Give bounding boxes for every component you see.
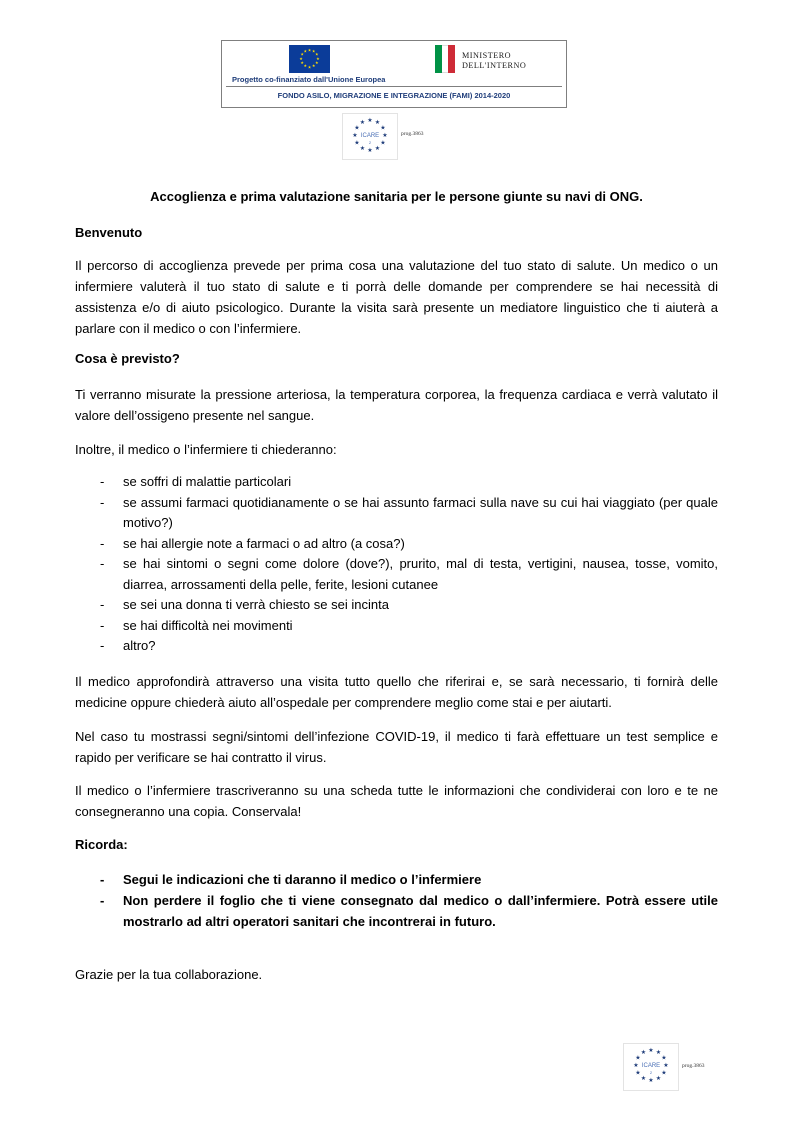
- followup-paragraph: Il medico approfondirà attraverso una visita tutto quello che riferirai e, se sarà necessario, ti fornirà delle medicine oppure chiederà aiuto all’ospedale per comprendere meglio come stai e per aiutarti.: [75, 674, 718, 710]
- covid-paragraph: Nel caso tu mostrassi segni/sintomi dell’infezione COVID-19, il medico ti farà effettuare un test semplice e rapido per verificare se hai contratto il virus.: [75, 729, 718, 765]
- svg-text:★: ★: [303, 63, 308, 69]
- ministry-line-2: DELL'INTERNO: [462, 60, 527, 70]
- prog-code: prog.3863: [401, 131, 424, 137]
- list-item-text: altro?: [123, 638, 156, 653]
- reminder-heading: Ricorda:: [75, 837, 128, 852]
- svg-text:★: ★: [635, 1069, 641, 1077]
- ministry-line-1: MINISTERO: [462, 51, 512, 60]
- measurements-paragraph: Ti verranno misurate la pressione arteriosa, la temperatura corporea, la frequenza cardiaca e verrà valutato il valore dell’ossigeno presente nel sangue.: [75, 387, 718, 423]
- closing-text: Grazie per la tua collaborazione.: [75, 967, 263, 982]
- list-item-text: se soffri di malattie particolari: [123, 474, 292, 489]
- expected-heading: Cosa è previsto?: [75, 351, 180, 366]
- svg-text:★: ★: [640, 1075, 647, 1082]
- svg-text:★: ★: [380, 124, 386, 132]
- bullet-dash: -: [100, 494, 105, 510]
- svg-text:★: ★: [307, 64, 312, 70]
- svg-text:★: ★: [367, 147, 373, 154]
- svg-text:★: ★: [352, 132, 358, 139]
- ministry-name: [462, 51, 526, 70]
- icare-logo-number: 2: [368, 140, 372, 145]
- bullet-dash: -: [100, 617, 105, 633]
- svg-text:★: ★: [300, 60, 304, 66]
- list-item: [75, 595, 718, 616]
- svg-text:★: ★: [661, 1054, 667, 1062]
- svg-text:★: ★: [380, 139, 386, 147]
- icare-logo-top: [342, 113, 434, 160]
- icare-logo-text: ICARE: [641, 1063, 661, 1069]
- svg-text:★: ★: [382, 132, 388, 139]
- prog-code: prog.3863: [682, 1063, 705, 1069]
- svg-text:★: ★: [655, 1049, 662, 1056]
- intro-paragraph: Il percorso di accoglienza prevede per prima cosa una valutazione del tuo stato di salute. Un medico o un infermiere valuterà il tuo stato di salute e ti porrà delle domande per comprendere se hai necessità di assistenza e/o di aiuto psicologico. Durante la visita sarà presente un mediatore linguistico che ti aiuterà a parlare con il medico o con l’infermiere.: [75, 258, 718, 336]
- list-item-text: se hai sintomi o segni come dolore (dove?), prurito, mal di testa, vertigini, nausea, tosse, vomito, diarrea, arrossamenti della pelle, ferite, lesioni cutanee: [123, 556, 718, 592]
- list-item: [75, 890, 718, 932]
- bullet-dash: -: [100, 893, 105, 908]
- svg-text:★: ★: [648, 1047, 654, 1054]
- fund-name: FONDO ASILO, MIGRAZIONE E INTEGRAZIONE (FAMI) 2014-2020: [277, 91, 511, 100]
- svg-text:★: ★: [315, 51, 319, 57]
- svg-text:★: ★: [374, 119, 381, 126]
- reminders-list: [75, 869, 718, 932]
- svg-text:★: ★: [299, 55, 303, 61]
- questions-intro: Inoltre, il medico o l’infermiere ti chiederanno:: [75, 442, 337, 457]
- svg-text:★: ★: [354, 139, 360, 147]
- list-item: [75, 869, 718, 890]
- svg-text:★: ★: [374, 145, 381, 152]
- icare-logo-bottom: [623, 1043, 719, 1091]
- svg-text:★: ★: [315, 60, 319, 66]
- svg-text:★: ★: [663, 1062, 669, 1069]
- svg-text:★: ★: [303, 48, 308, 54]
- list-item: [75, 636, 718, 657]
- svg-text:★: ★: [640, 1049, 647, 1056]
- eu-flag-icon: [289, 45, 330, 73]
- list-item: [75, 534, 718, 555]
- svg-text:★: ★: [367, 117, 373, 124]
- bullet-dash: -: [100, 597, 105, 612]
- svg-text:★: ★: [311, 63, 316, 69]
- banner-divider: [226, 86, 562, 87]
- svg-text:★: ★: [354, 124, 360, 132]
- bullet-dash: -: [100, 872, 105, 887]
- list-item: [75, 554, 718, 595]
- funding-banner: [221, 40, 567, 108]
- bullet-dash: -: [100, 638, 105, 653]
- list-item: [75, 472, 718, 493]
- list-item-text: se sei una donna ti verrà chiesto se sei incinta: [123, 597, 389, 612]
- svg-text:★: ★: [311, 48, 316, 54]
- icare-logo-number: 2: [649, 1070, 653, 1075]
- icare-logo-text: ICARE: [360, 133, 380, 139]
- list-item-text: se hai allergie note a farmaci o ad altro (a cosa?): [123, 535, 405, 551]
- svg-text:★: ★: [633, 1062, 639, 1069]
- svg-text:★: ★: [661, 1069, 667, 1077]
- list-item-text: se assumi farmaci quotidianamente o se hai assunto farmaci sulla nave su cui hai viaggiato (per quale motivo?): [123, 494, 718, 530]
- eu-caption: Progetto co-finanziato dall'Unione Europea: [232, 75, 386, 84]
- questions-list: [75, 472, 718, 657]
- svg-text:★: ★: [648, 1077, 654, 1084]
- svg-text:★: ★: [635, 1054, 641, 1062]
- svg-text:★: ★: [307, 47, 312, 53]
- bullet-dash: -: [100, 474, 105, 489]
- list-item: [75, 493, 718, 534]
- svg-text:★: ★: [359, 119, 366, 126]
- italian-flag-icon: [435, 45, 455, 73]
- list-item-text: Segui le indicazioni che ti daranno il medico o l’infermiere: [123, 872, 482, 887]
- bullet-dash: -: [100, 556, 105, 571]
- welcome-heading: Benvenuto: [75, 225, 143, 240]
- icare-emblem-icon: [342, 113, 398, 160]
- svg-text:★: ★: [359, 145, 366, 152]
- svg-text:★: ★: [655, 1075, 662, 1082]
- svg-text:★: ★: [316, 55, 320, 61]
- record-paragraph: Il medico o l’infermiere trascriveranno su una scheda tutte le informazioni che condividerai con loro e te ne consegneranno una copia. Conservala!: [75, 783, 718, 819]
- list-item-text: Non perdere il foglio che ti viene consegnato dal medico o dall’infermiere. Potrà essere utile mostrarlo ad altri operatori sanitari che incontrerai in futuro.: [123, 893, 718, 929]
- document-title: Accoglienza e prima valutazione sanitaria per le persone giunte su navi di ONG.: [150, 189, 643, 204]
- icare-emblem-icon: [623, 1043, 679, 1091]
- bullet-dash: -: [100, 535, 105, 551]
- list-item: [75, 616, 718, 637]
- list-item-text: se hai difficoltà nei movimenti: [123, 617, 293, 633]
- svg-text:★: ★: [300, 51, 304, 57]
